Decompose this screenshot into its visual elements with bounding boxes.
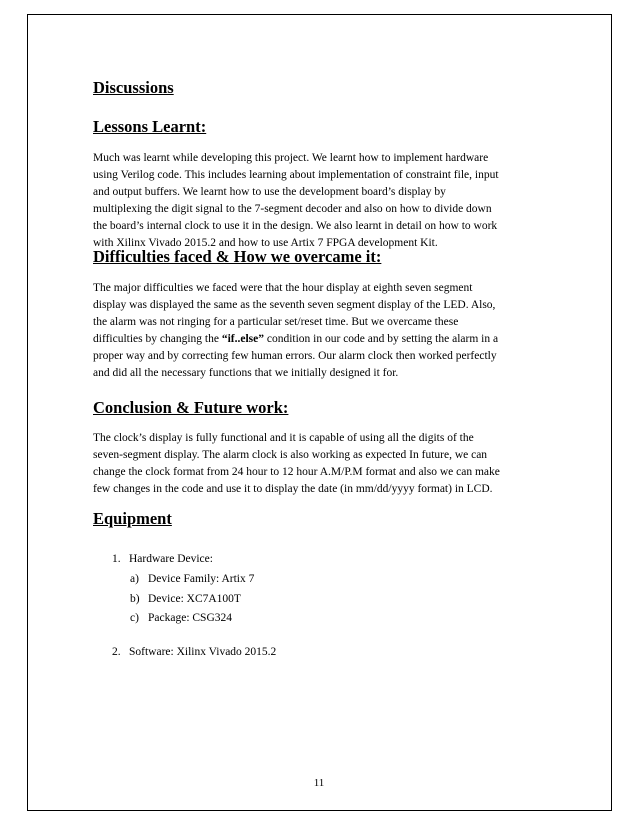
- sublist-item: [130, 612, 232, 624]
- list-item-software: [112, 646, 276, 658]
- list-letter: c): [130, 612, 139, 624]
- text-line: the alarm was not ringing for a particular set/reset time. But we overcame these: [93, 316, 459, 328]
- heading-equipment: Equipment: [93, 509, 172, 528]
- heading-difficulties: Difficulties faced & How we overcame it:: [93, 247, 382, 266]
- list-letter: b): [130, 593, 140, 605]
- list-letter: a): [130, 573, 139, 585]
- sublist-item: [130, 593, 241, 605]
- text-line-pre: difficulties by changing the: [93, 333, 222, 345]
- page-number: 11: [313, 777, 325, 789]
- sublist-text: Device: XC7A100T: [148, 593, 241, 605]
- text-line-post: condition in our code and by setting the alarm in a: [263, 333, 499, 345]
- text-line: change the clock format from 24 hour to 12 hour A.M/P.M format and also we can make: [93, 466, 500, 478]
- text-line: with Xilinx Vivado 2015.2 and how to use Artix 7 FPGA development Kit.: [93, 237, 438, 249]
- sublist-item: [130, 573, 254, 585]
- text-line: and output buffers. We learnt how to use the development board’s display by: [93, 186, 446, 198]
- sublist-text: Package: CSG324: [148, 612, 233, 624]
- text-line: display was displayed the same as the seventh seven segment display of the LED. Also,: [93, 299, 496, 311]
- text-line: multiplexing the digit signal to the 7-segment decoder and also on how to divide down: [93, 203, 492, 215]
- paragraph-conclusion: [93, 430, 548, 498]
- paragraph-difficulties: [93, 280, 548, 382]
- list-label: Software: Xilinx Vivado 2015.2: [129, 646, 277, 658]
- text-line: few changes in the code and use it to display the date (in mm/dd/yyyy format) in LCD.: [93, 483, 493, 495]
- text-line: Much was learnt while developing this project. We learnt how to implement hardware: [93, 152, 489, 164]
- text-line: proper way and by correcting few human errors. Our alarm clock then worked perfectly: [93, 350, 497, 362]
- list-number: 1.: [112, 553, 121, 565]
- heading-lessons-learnt: Lessons Learnt:: [93, 117, 207, 136]
- code-condition: “if..else”: [221, 333, 264, 345]
- list-item-hardware: [112, 553, 213, 565]
- list-label: Hardware Device:: [129, 553, 213, 565]
- list-number: 2.: [112, 646, 121, 658]
- text-line: and did all the necessary functions that we initially designed it for.: [93, 367, 399, 379]
- paragraph-lessons-learnt: [93, 150, 548, 252]
- text-line: The clock’s display is fully functional and it is capable of using all the digits of the: [93, 432, 474, 444]
- text-line: The major difficulties we faced were that the hour display at eighth seven segment: [93, 282, 473, 294]
- heading-conclusion: Conclusion & Future work:: [93, 398, 289, 417]
- text-line: the board’s internal clock to use it in the design. We also learnt in detail on how to work: [93, 220, 498, 232]
- sublist-text: Device Family: Artix 7: [148, 573, 255, 585]
- heading-discussions: Discussions: [93, 78, 174, 97]
- text-line: using Verilog code. This includes learning about implementation of constraint file, input: [93, 169, 499, 181]
- text-line: seven-segment display. The alarm clock is also working as expected In future, we can: [93, 449, 488, 461]
